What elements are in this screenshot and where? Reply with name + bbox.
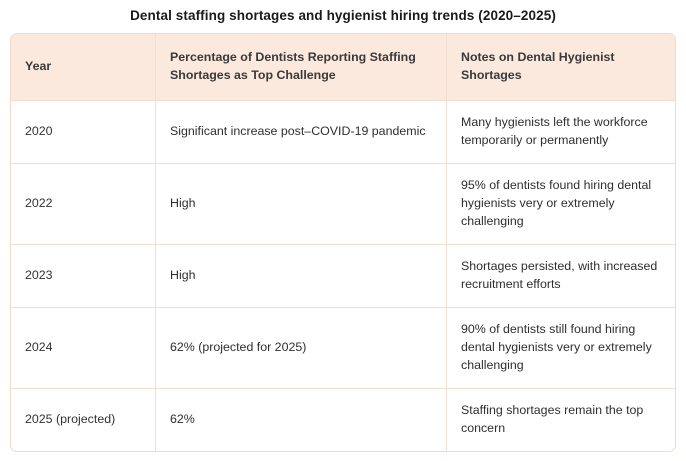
table-row: [11, 100, 675, 163]
cell-year: 2025 (projected): [11, 388, 156, 450]
cell-year: 2020: [11, 100, 156, 163]
cell-percentage: Significant increase post–COVID-19 pandemic: [156, 100, 447, 163]
cell-notes: 90% of dentists still found hiring dental hygienists very or extremely challenging: [447, 307, 676, 388]
cell-year: 2024: [11, 307, 156, 388]
table-row: [11, 307, 675, 388]
table-body: [11, 100, 675, 450]
page-title: Dental staffing shortages and hygienist hiring trends (2020–2025): [130, 8, 556, 23]
column-header-year: Year: [11, 34, 156, 100]
column-header-percentage: Percentage of Dentists Reporting Staffing Shortages as Top Challenge: [156, 34, 447, 100]
table-header-row: [11, 34, 675, 100]
cell-percentage: 62% (projected for 2025): [156, 307, 447, 388]
table-row: [11, 244, 675, 307]
column-header-notes: Notes on Dental Hygienist Shortages: [447, 34, 676, 100]
cell-year: 2023: [11, 244, 156, 307]
cell-percentage: High: [156, 244, 447, 307]
cell-notes: Shortages persisted, with increased recruitment efforts: [447, 244, 676, 307]
cell-notes: 95% of dentists found hiring dental hygienists very or extremely challenging: [447, 163, 676, 244]
data-table-container: [10, 33, 676, 452]
cell-notes: Staffing shortages remain the top concern: [461, 402, 644, 435]
table-header: [11, 34, 675, 100]
dental-staffing-table: [11, 34, 675, 451]
cell-year: 2022: [11, 163, 156, 244]
cell-percentage: 62%: [156, 388, 447, 450]
table-row: [11, 388, 675, 450]
table-row: [11, 163, 675, 244]
cell-percentage: High: [156, 163, 447, 244]
cell-notes: Many hygienists left the workforce temporarily or permanently: [447, 100, 676, 163]
